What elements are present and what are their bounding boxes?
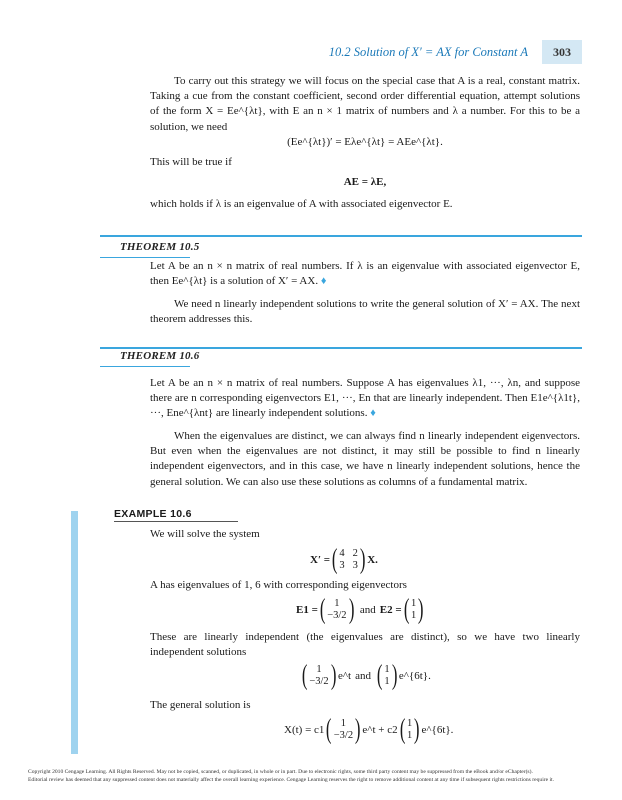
and-text: and <box>359 604 376 616</box>
page-number: 303 <box>542 40 582 64</box>
general-lhs: X(t) = c1 <box>284 724 325 736</box>
general-vector-1: ( 1 −3/2 ) <box>326 714 361 745</box>
footer-line-2: Editorial review has deemed that any suppressed content does not materially affect the overall learning experience. Cengage Learning reserves the right to remove additional content at any time if subsequent rights restrictions require it. <box>28 777 554 783</box>
end-diamond-icon: ♦ <box>320 275 327 288</box>
system-lhs: X′ = <box>310 554 331 566</box>
footer-line-1: Copyright 2010 Cengage Learning. All Rights Reserved. May not be copied, scanned, or duplicated, in whole or in part. Due to electronic rights, some third party content may be suppressed from the eBook and/or eChapter(s). <box>28 769 533 775</box>
vector-entry: 1 <box>406 730 413 741</box>
vector-entry: 1 <box>384 664 390 675</box>
solution-2-exp: e^{6t}. <box>398 670 431 682</box>
eigenvector-E1: ( 1 −3/2 ) <box>319 594 354 625</box>
example-intro: We will solve the system <box>150 528 260 540</box>
theorem-10-5-body <box>150 259 580 289</box>
general-solution-equation <box>284 716 453 744</box>
transition-paragraph: We need n linearly independent solutions to write the general solution of X′ = AX. The next theorem addresses this. <box>150 298 580 326</box>
running-header <box>329 40 582 64</box>
eigenvectors-equation <box>296 596 426 624</box>
general-solution-text: The general solution is <box>150 699 251 711</box>
theorem-top-rule <box>100 235 582 237</box>
distinct-eigenvalues-paragraph: When the eigenvalues are distinct, we can always find n linearly independent eigenvectors. But even when the eigenvalues are not distinct, it may still be possible to find n linearly independent eigenvectors, and in this case, we have n linearly independent solutions, hence the general solution. We can also use these solutions as columns of a fundamental matrix. <box>150 430 580 488</box>
matrix-cell: 3 <box>352 560 358 571</box>
example-side-bar <box>71 511 78 754</box>
vector-entry: 1 <box>406 718 413 729</box>
solutions-equation <box>300 662 431 690</box>
matrix-cell: 4 <box>339 548 345 559</box>
matrix-cell: 3 <box>339 560 345 571</box>
vector-entry: 1 <box>340 718 347 729</box>
vector-entry: 1 <box>410 598 417 609</box>
eigen-equation: AE = λE, <box>343 176 387 188</box>
and-text: and <box>355 670 371 682</box>
theorem-10-6-body <box>150 376 580 422</box>
system-equation <box>310 546 378 574</box>
theorem-10-6-label: THEOREM 10.6 <box>120 350 200 362</box>
equation-derivative: (Ee^{λt})′ = Eλe^{λt} = AEe^{λt}. <box>287 136 443 148</box>
eigenvector-E2: ( 1 1 ) <box>403 594 424 625</box>
solution-vector-2: ( 1 1 ) <box>376 660 398 691</box>
vector-entry: −3/2 <box>333 730 354 741</box>
vector-entry: 1 <box>316 664 322 675</box>
solution-vector-1: ( 1 −3/2 ) <box>301 660 337 691</box>
theorem-label-underline <box>100 257 190 258</box>
system-rhs: X. <box>367 554 378 566</box>
theorem-10-6-text: Let A be an n × n matrix of real numbers. Suppose A has eigenvalues λ1, ···, λn, and suppose there are n corresponding eigenvectors E1, ···, En that are linearly independent. Then E1e^{λ1t}, ···, Ene^{λnt} are linearly independent solutions. <box>150 377 580 420</box>
general-mid: e^t + c2 <box>362 724 398 736</box>
independence-text: These are linearly independent (the eigenvalues are distinct), so we have two linearly independent solutions <box>150 631 580 659</box>
theorem-top-rule-2 <box>100 347 582 349</box>
vector-entry: −3/2 <box>309 676 329 687</box>
vector-entry: 1 <box>334 598 340 609</box>
general-vector-2: ( 1 1 ) <box>399 714 420 745</box>
matrix-cell: 2 <box>352 548 358 559</box>
solution-1-exp: e^t <box>338 670 352 682</box>
vector-entry: −3/2 <box>327 610 347 621</box>
example-label: EXAMPLE 10.6 <box>114 508 192 520</box>
end-diamond-icon: ♦ <box>370 407 376 420</box>
vector-entry: 1 <box>384 676 390 687</box>
E1-label: E1 = <box>296 604 318 616</box>
general-end: e^{6t}. <box>421 724 454 736</box>
E2-label: E2 = <box>379 604 402 616</box>
coefficient-matrix: ( 4 2 3 3 ) <box>331 544 366 575</box>
theorem-10-5-label: THEOREM 10.5 <box>120 241 200 253</box>
section-title: 10.2 Solution of X′ = AX for Constant A <box>328 44 528 59</box>
eigen-condition: which holds if λ is an eigenvalue of A with associated eigenvector E. <box>150 198 453 210</box>
copyright-footer <box>28 768 608 784</box>
intro-paragraph: To carry out this strategy we will focus on the special case that A is a real, constant matrix. Taking a cue from the constant coefficient, second order differential equation, attempt solutions of the form X = Ee^{λt}, with E an n × 1 matrix of numbers and λ a number. For this to be a solution, we need <box>150 75 580 133</box>
condition-text: This will be true if <box>150 156 232 168</box>
theorem-10-5-text: Let A be an n × n matrix of real numbers. If λ is an eigenvalue with associated eigenvector E, then Ee^{λt} is a solution of X′ = AX. <box>150 260 580 288</box>
eigenvalues-text: A has eigenvalues of 1, 6 with corresponding eigenvectors <box>150 579 407 591</box>
theorem-label-underline-2 <box>100 366 190 367</box>
example-underline <box>114 521 238 522</box>
vector-entry: 1 <box>410 610 417 621</box>
